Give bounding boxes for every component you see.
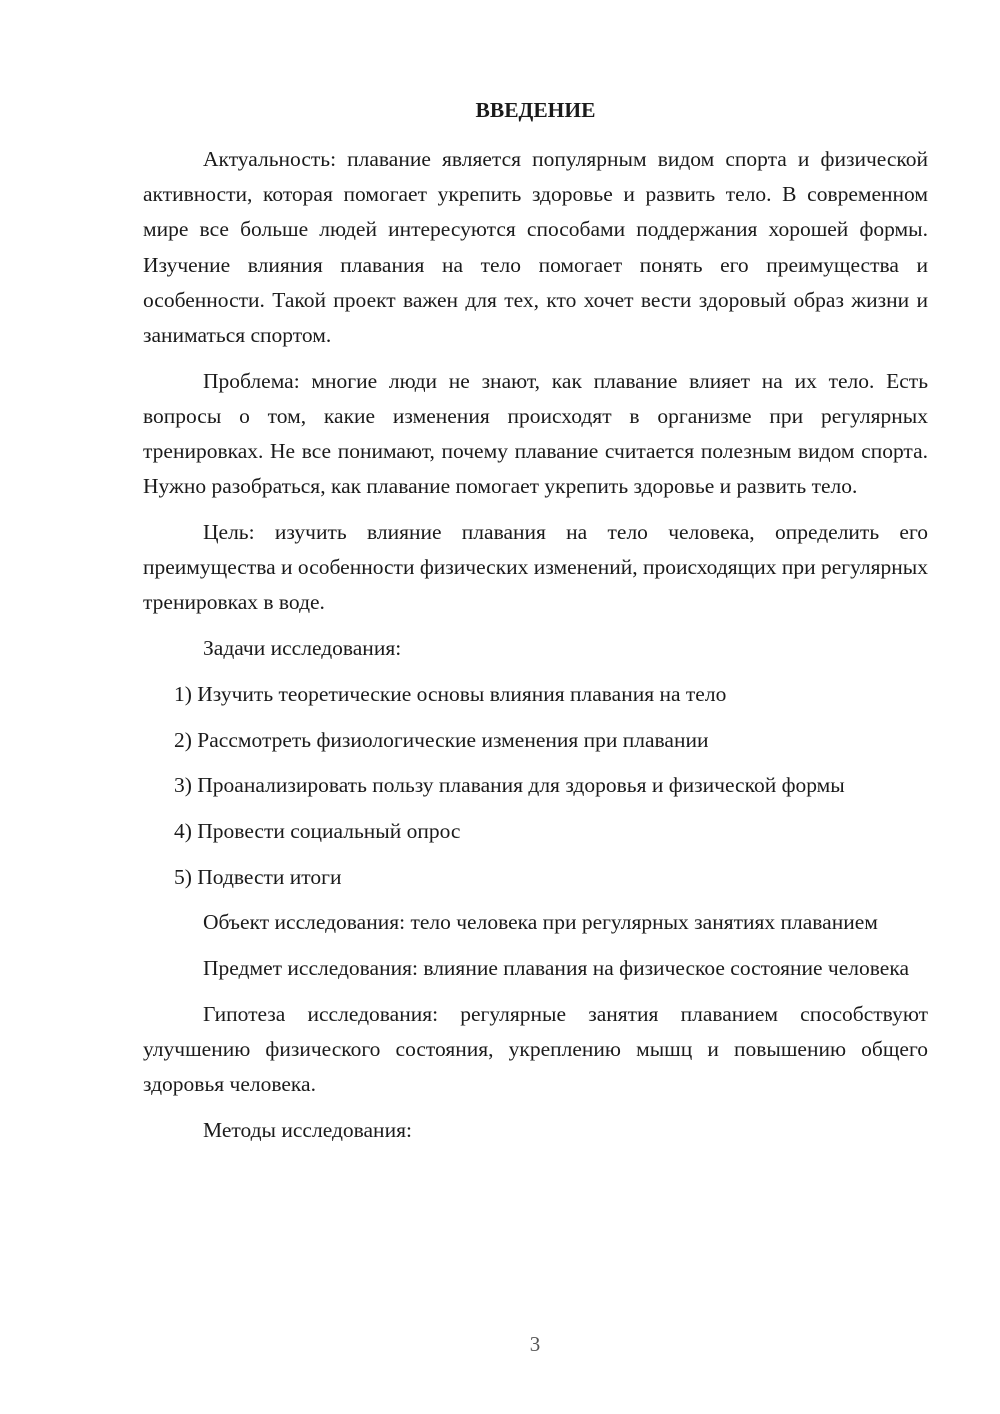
hypothesis-paragraph: Гипотеза исследования: регулярные занятия плаванием способствуют улучшению физического состояния, укреплению мышц и повышению общего здоровья человека. [143, 1001, 928, 1097]
page-number: 3 [529, 1332, 541, 1356]
section-title: ВВЕДЕНИЕ [475, 98, 596, 122]
task-item: 5) Подвести итоги [174, 864, 342, 889]
task-item: 1) Изучить теоретические основы влияния плавания на тело [174, 681, 727, 706]
task-item: 4) Провести социальный опрос [174, 818, 461, 843]
subject-paragraph: Предмет исследования: влияние плавания на физическое состояние человека [203, 956, 909, 981]
task-item: 3) Проанализировать пользу плавания для здоровья и физической формы [174, 773, 845, 798]
relevance-paragraph: Актуальность: плавание является популярным видом спорта и физической активности, которая помогает укрепить здоровье и развить тело. В современном мире все больше людей интересуются способами поддержания хорошей формы. Изучение влияния плавания на тело помогает понять его преимущества и особенности. Такой проект важен для тех, кто хочет вести здоровый образ жизни и заниматься спортом. [143, 147, 928, 348]
methods-heading: Методы исследования: [203, 1117, 412, 1142]
task-item: 2) Рассмотреть физиологические изменения при плавании [174, 727, 709, 752]
problem-paragraph: Проблема: многие люди не знают, как плавание влияет на их тело. Есть вопросы о том, какие изменения происходят в организме при регулярных тренировках. Не все понимают, почему плавание считается полезным видом спорта. Нужно разобраться, как плавание помогает укрепить здоровье и развить тело. [143, 368, 928, 499]
goal-paragraph: Цель: изучить влияние плавания на тело человека, определить его преимущества и особенности физических изменений, происходящих при регулярных тренировках в воде. [143, 520, 928, 615]
object-paragraph: Объект исследования: тело человека при регулярных занятиях плаванием [203, 910, 878, 935]
tasks-heading: Задачи исследования: [203, 636, 402, 661]
document-page [143, 88, 928, 1159]
